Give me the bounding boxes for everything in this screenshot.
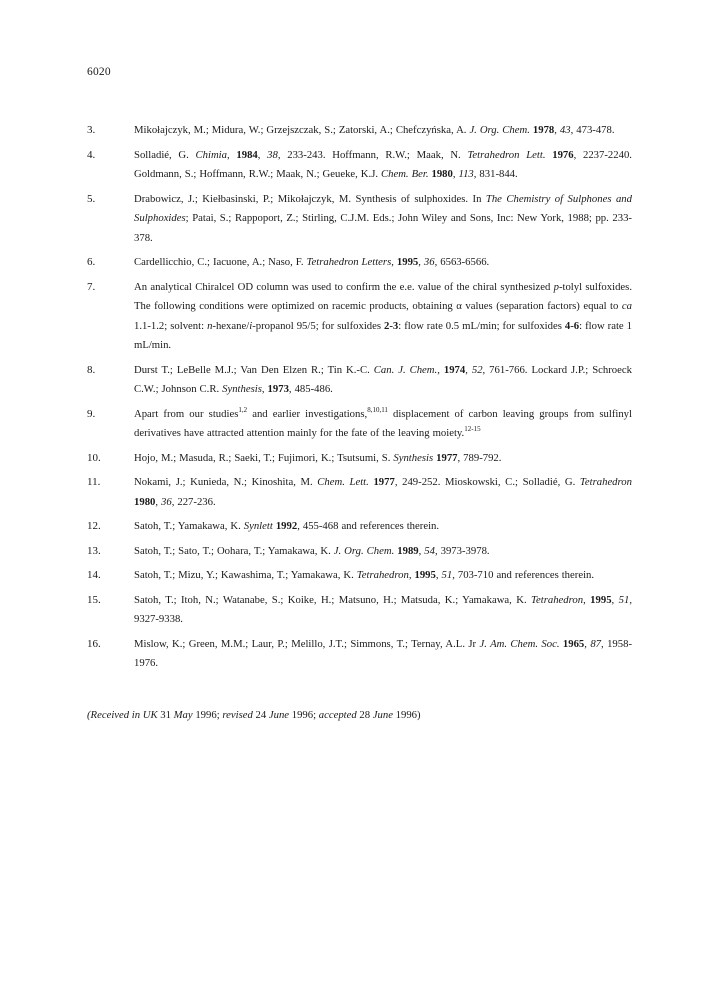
- text-run: : flow rate 1 mL/min.: [134, 319, 632, 351]
- reference-text: [134, 146, 632, 185]
- citation-superscript: 1,2: [238, 405, 248, 414]
- text-run: 1973: [267, 383, 289, 395]
- text-run: 28: [356, 709, 373, 721]
- text-run: ,: [583, 593, 591, 606]
- text-run: , 3973-3978.: [434, 544, 490, 557]
- text-run: 1976: [552, 148, 574, 161]
- reference-item: [87, 635, 632, 674]
- reference-number: 12.: [87, 520, 101, 532]
- reference-item: [87, 121, 632, 141]
- reference-text: [134, 542, 632, 562]
- text-run: ,: [584, 637, 591, 650]
- text-run: Solladié, G.: [134, 148, 196, 161]
- text-run: 36: [161, 495, 172, 508]
- reference-number: 6.: [87, 256, 96, 268]
- text-run: Tetrahedron: [531, 593, 584, 606]
- text-run: , 249-252. Mioskowski, C.; Solladié, G.: [394, 476, 580, 488]
- text-run: Chem. Lett.: [317, 476, 369, 488]
- text-run: Can. J. Chem.: [373, 363, 438, 376]
- text-run: Satoh, T.; Yamakawa, K.: [134, 520, 244, 532]
- text-run: , 485-486.: [288, 383, 333, 395]
- text-run: 38: [267, 148, 278, 161]
- text-run: Tetrahedron Lett.: [467, 148, 546, 161]
- text-run: Tetrahedron: [356, 569, 409, 581]
- text-run: 1989: [397, 544, 419, 557]
- text-run: ,: [418, 544, 425, 557]
- text-run: 51: [441, 569, 453, 581]
- text-run: 1996;: [289, 709, 319, 721]
- reference-number: 16.: [87, 637, 101, 650]
- text-run: 1.1-1.2; solvent:: [134, 319, 208, 332]
- text-run: J. Org. Chem.: [469, 124, 530, 136]
- text-run: 1965: [562, 637, 585, 650]
- text-run: ,: [391, 256, 397, 268]
- text-run: 1996;: [192, 709, 223, 721]
- text-run: , 789-792.: [457, 451, 502, 464]
- reference-number: 7.: [87, 280, 96, 293]
- reference-number: 14.: [87, 569, 101, 581]
- text-run: and earlier investigations,: [247, 407, 368, 420]
- text-run: Chem. Ber.: [381, 168, 429, 180]
- text-run: , 233-243. Hoffmann, R.W.; Maak, N.: [277, 148, 468, 161]
- text-run: i: [249, 319, 253, 332]
- text-run: 36: [423, 256, 435, 268]
- text-run: The Chemistry of Sulphones and Sulphoxides: [134, 192, 632, 224]
- text-run: ,: [155, 495, 162, 508]
- text-run: ,: [554, 124, 560, 136]
- text-run: Nokami, J.; Kunieda, N.; Kinoshita, M.: [134, 476, 318, 488]
- text-run: Drabowicz, J.; Kiełbasinski, P.; Mikołajczyk, M. Synthesis of sulphoxides. In: [134, 192, 486, 205]
- text-run: 1980: [431, 168, 453, 180]
- text-run: ,: [435, 569, 442, 581]
- text-run: Durst T.; LeBelle M.J.; Van Den Elzen R.; Tin K.-C.: [134, 363, 374, 376]
- text-run: accepted: [318, 709, 357, 721]
- text-run: ,: [257, 148, 268, 161]
- text-run: , 455-468 and references therein.: [297, 520, 440, 532]
- text-run: , 2237-2240. Goldmann, S.; Hoffmann, R.W.; Maak, N.; Geueke, K.J.: [134, 148, 632, 180]
- text-run: , 761-766. Lockard J.P.; Schroeck C.W.; Johnson C.R.: [134, 363, 632, 395]
- text-run: , 6563-6566.: [434, 256, 490, 268]
- text-run: p: [553, 280, 559, 293]
- citation-superscript: 8,10,11: [367, 405, 388, 414]
- text-run: Synthesis: [222, 383, 262, 395]
- text-run: -hexane/: [212, 319, 250, 332]
- text-run: , 831-844.: [473, 168, 518, 180]
- reference-item: [87, 591, 632, 630]
- reference-text: [134, 517, 632, 537]
- text-run: J. Org. Chem.: [333, 544, 395, 557]
- text-run: Satoh, T.; Itoh, N.; Watanabe, S.; Koike, H.; Matsuno, H.; Matsuda, K.; Yamakawa, K.: [134, 593, 532, 606]
- text-run: 2-3: [384, 319, 399, 332]
- text-run: ,: [261, 383, 268, 395]
- text-run: 1978: [532, 124, 555, 136]
- reference-text: [134, 253, 632, 273]
- reference-text: [134, 591, 632, 630]
- text-run: : flow rate 0.5 mL/min; for sulfoxides: [398, 319, 565, 332]
- text-run: , 9327-9338.: [134, 593, 632, 625]
- text-run: ,: [465, 363, 472, 376]
- text-run: 1995: [396, 256, 419, 268]
- reference-item: [87, 361, 632, 400]
- text-run: 24: [252, 709, 269, 721]
- text-run: 52: [471, 363, 483, 376]
- reference-number: 13.: [87, 544, 101, 557]
- text-run: revised: [222, 709, 253, 721]
- text-run: , 703-710 and references therein.: [452, 569, 595, 581]
- text-run: May: [173, 709, 193, 721]
- text-run: Cardellicchio, C.; Iacuone, A.; Naso, F.: [134, 256, 307, 268]
- reference-list: [87, 121, 632, 679]
- text-run: Satoh, T.; Mizu, Y.; Kawashima, T.; Yamakawa, K.: [134, 569, 357, 581]
- text-run: ,: [611, 593, 619, 606]
- reference-number: 8.: [87, 363, 96, 376]
- text-run: June: [268, 709, 290, 721]
- text-run: Satoh, T.; Sato, T.; Oohara, T.; Yamakawa, K.: [134, 544, 334, 557]
- text-run: ,: [227, 148, 237, 161]
- text-run: -propanol 95/5; for sulfoxides: [252, 319, 385, 332]
- text-run: ,: [418, 256, 424, 268]
- reference-number: 15.: [87, 593, 101, 606]
- reference-number: 4.: [87, 148, 96, 161]
- reference-item: [87, 566, 632, 586]
- text-run: 1984: [236, 148, 258, 161]
- text-run: , 473-478.: [570, 124, 615, 136]
- text-run: 51: [618, 593, 630, 606]
- reference-number: 3.: [87, 124, 96, 136]
- reference-text: [134, 361, 632, 400]
- reference-text: [134, 635, 632, 674]
- text-run: Mislow, K.; Green, M.M.; Laur, P.; Melillo, J.T.; Simmons, T.; Ternay, A.L. Jr: [134, 637, 480, 650]
- text-run: (Received in UK: [87, 709, 158, 721]
- text-run: Tetrahedron: [579, 476, 632, 488]
- reference-item: [87, 253, 632, 273]
- text-run: 1992: [275, 520, 298, 532]
- text-run: June: [372, 709, 393, 721]
- reference-number: 11.: [87, 476, 101, 488]
- text-run: 54: [424, 544, 435, 557]
- reference-item: [87, 473, 632, 512]
- text-run: 1995: [414, 569, 436, 581]
- text-run: 31: [157, 709, 174, 721]
- text-run: J. Am. Chem. Soc.: [479, 637, 560, 650]
- reference-item: [87, 449, 632, 469]
- text-run: 4-6: [564, 319, 580, 332]
- text-run: Apart from our studies: [134, 407, 239, 420]
- reference-text: [134, 121, 632, 141]
- reference-item: [87, 542, 632, 562]
- reference-item: [87, 190, 632, 249]
- reference-item: [87, 517, 632, 537]
- reference-number: 10.: [87, 451, 101, 464]
- text-run: -tolyl sulfoxides. The following conditions were optimized on racemic products, obtaining α values (separation factors) equal to: [134, 280, 632, 312]
- reference-text: [134, 190, 632, 249]
- text-run: ,: [408, 569, 415, 581]
- text-run: 1977: [436, 451, 458, 464]
- text-run: 1977: [373, 476, 395, 488]
- reference-number: 5.: [87, 192, 96, 205]
- text-run: 1996): [392, 709, 421, 721]
- text-run: ca: [621, 300, 632, 312]
- reference-number: 9.: [87, 407, 96, 420]
- text-run: n: [207, 319, 213, 332]
- reference-text: [134, 473, 632, 512]
- text-run: ; Patai, S.; Rappoport, Z.; Stirling, C.J.M. Eds.; John Wiley and Sons, Inc: New York, 1988; pp. 233-378.: [134, 212, 632, 244]
- text-run: Chimia: [195, 148, 227, 161]
- text-run: 43: [559, 124, 571, 136]
- text-run: ,: [437, 363, 444, 376]
- text-run: Hojo, M.; Masuda, R.; Saeki, T.; Fujimori, K.; Tsutsumi, S.: [134, 451, 394, 464]
- citation-superscript: 12-15: [464, 425, 481, 433]
- text-run: , 227-236.: [171, 495, 216, 508]
- text-run: , 1958-1976.: [134, 637, 633, 669]
- reference-text: [134, 405, 632, 444]
- text-run: ,: [452, 168, 459, 180]
- reference-text: [134, 566, 632, 586]
- text-run: 1980: [134, 495, 156, 508]
- text-run: Synthesis: [393, 451, 434, 464]
- text-run: Tetrahedron Letters: [306, 256, 392, 268]
- text-run: 1995: [590, 593, 612, 606]
- reference-text: [134, 449, 632, 469]
- page-number: 6020: [87, 66, 111, 78]
- text-run: 1974: [443, 363, 466, 376]
- text-run: displacement of carbon leaving groups from sulfinyl derivatives have attracted attention mainly for the fate of the leaving moiety.: [134, 407, 632, 439]
- reference-item: [87, 405, 632, 444]
- text-run: Mikołajczyk, M.; Midura, W.; Grzejszczak, S.; Zatorski, A.; Chefczyńska, A.: [134, 124, 470, 136]
- text-run: An analytical Chiralcel OD column was used to confirm the e.e. value of the chiral synthesized: [134, 280, 554, 293]
- reference-text: [134, 278, 632, 356]
- text-run: Synlett: [243, 520, 273, 532]
- text-run: 87: [590, 637, 602, 650]
- text-run: 113: [458, 168, 474, 180]
- received-note: [87, 707, 421, 723]
- reference-item: [87, 146, 632, 185]
- reference-item: [87, 278, 632, 356]
